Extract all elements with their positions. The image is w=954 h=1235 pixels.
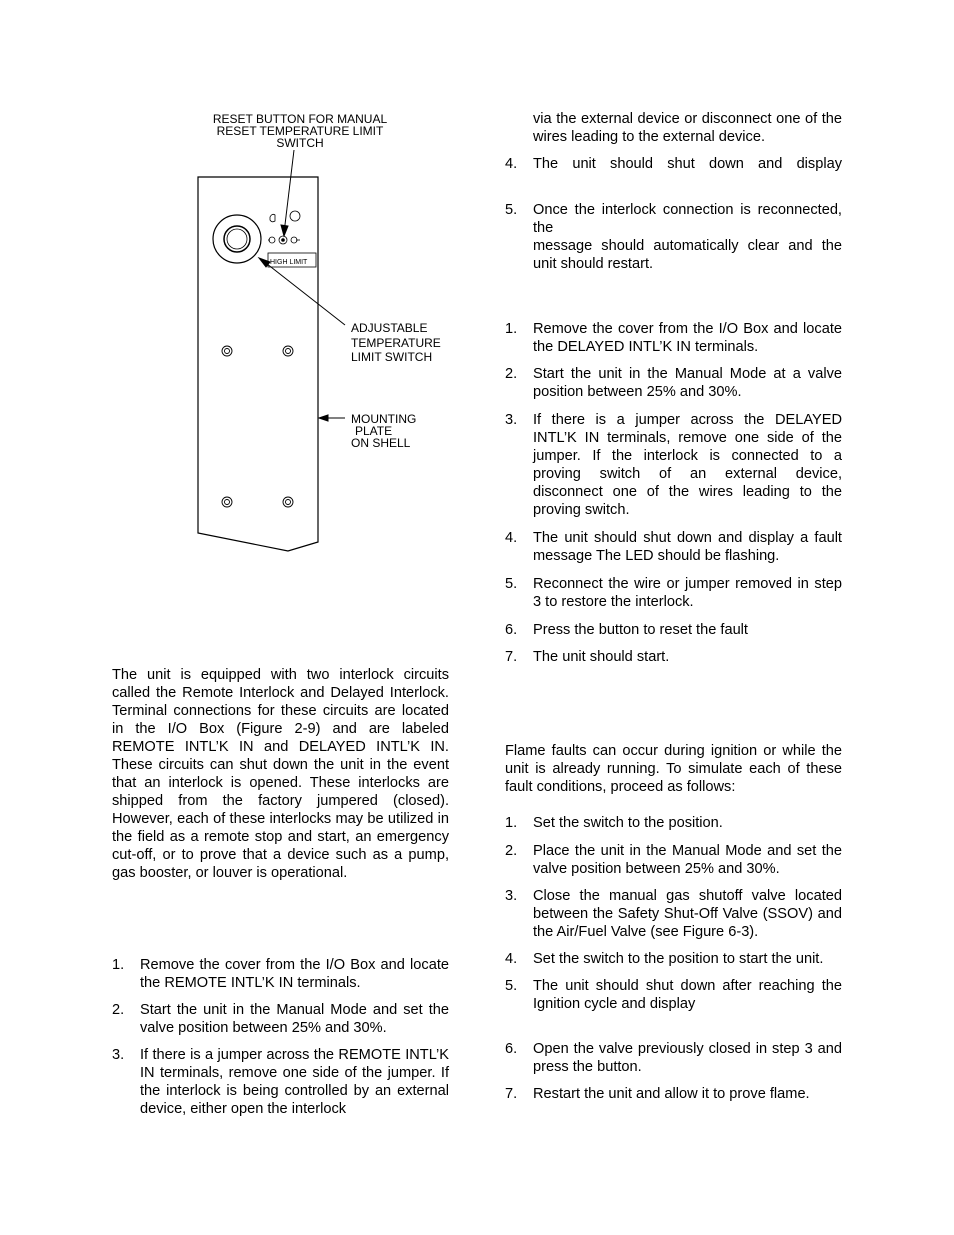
delayed-interlock-steps [505,320,842,666]
remote-interlock-steps [112,956,449,1118]
reset-knob-outer [213,215,261,263]
list-item: 1. Remove the cover from the I/O Box and locate the DELAYED INTL’K IN terminals. [505,321,842,355]
flame-fault-intro: Flame faults can occur during ignition or while the unit is already running. To simulate each of these fault conditions, proceed as follows: [505,743,842,795]
remote-interlock-continued [505,110,842,146]
list-item: 6. Press the button to reset the fault [505,622,748,638]
list-item: 4. The unit should shut down and display [505,156,842,172]
adjustable-switch-label: ADJUSTABLE TEMPERATURE LIMIT SWITCH [351,321,441,364]
list-item: 4. The unit should shut down and display a fault message The LED should be flashing. [505,530,842,564]
list-item: 1. Set the switch to the position. [505,815,723,831]
list-item: 2. Start the unit in the Manual Mode and set the valve position between 25% and 30%. [112,1002,449,1036]
mounting-plate-label: MOUNTING PLATE ON SHELL [351,412,417,450]
reset-button-label: RESET BUTTON FOR MANUAL RESET TEMPERATURE LIMIT SWITCH [212,112,388,150]
list-item: 4. Set the switch to the position to start the unit. [505,951,824,967]
indicator-circle [290,211,300,221]
interlock-intro-paragraph: The unit is equipped with two interlock circuits called the Remote Interlock and Delayed Interlock. Terminal connections for these circuits are located in the I/O Box (Figure 2-9) and are labeled REMOTE INTL’K IN and DELAYED INTL’K IN. These circuits can shut down the unit in the event that an interlock is opened. These interlocks are shipped from the factory jumpered (closed). However, each of these interlocks may be utilized in the field as a remote stop and start, an emergency cut-off, or to prove that a device such as a pump, gas booster, or louver is operational. [112,667,449,881]
list-item: 7. The unit should start. [505,649,670,665]
reset-button [224,226,250,252]
list-item: 2. Start the unit in the Manual Mode at a valve position between 25% and 30%. [505,366,842,400]
list-item: 5. The unit should shut down after reaching the Ignition cycle and display [505,978,842,1012]
mounting-bolts [222,346,293,507]
list-item: 3. If there is a jumper across the REMOTE INTL’K IN terminals, remove one side of the jumper. If the interlock is being controlled by an external device, either open the interlock [112,1047,449,1117]
list-item: 7. Restart the unit and allow it to prove flame. [505,1086,810,1102]
list-item: 5. Reconnect the wire or jumper removed in step 3 to restore the interlock. [505,576,842,610]
list-item: 5. Once the interlock connection is reconnected, the message should automatically clear and the unit should restart. [505,202,842,272]
list-item: 3. Close the manual gas shutoff valve located between the Safety Shut-Off Valve (SSOV) and the Air/Fuel Valve (see Figure 6-3). [505,888,842,940]
list-item: 3. If there is a jumper across the DELAYED INTL’K IN terminals, remove one side of the jumper. If the interlock is connected to a proving switch of an external device, disconnect one of the wires leading to the proving switch. [505,412,842,518]
high-limit-tag-text: HIGH LIMIT [270,259,308,266]
list-item: 1. Remove the cover from the I/O Box and locate the REMOTE INTL’K IN terminals. [112,957,449,991]
list-item: 2. Place the unit in the Manual Mode and set the valve position between 25% and 30%. [505,843,842,877]
mounting-plate-outline [198,177,318,551]
hand-icon [270,214,275,221]
remote-step-4 [505,155,842,173]
continuation-text: via the external device or disconnect one of the wires leading to the external device. [533,111,842,145]
flame-fault-steps [505,814,842,1103]
limit-switch-figure [190,105,470,565]
remote-step-5 [505,201,842,273]
list-item: 6. Open the valve previously closed in step 3 and press the button. [505,1041,842,1075]
